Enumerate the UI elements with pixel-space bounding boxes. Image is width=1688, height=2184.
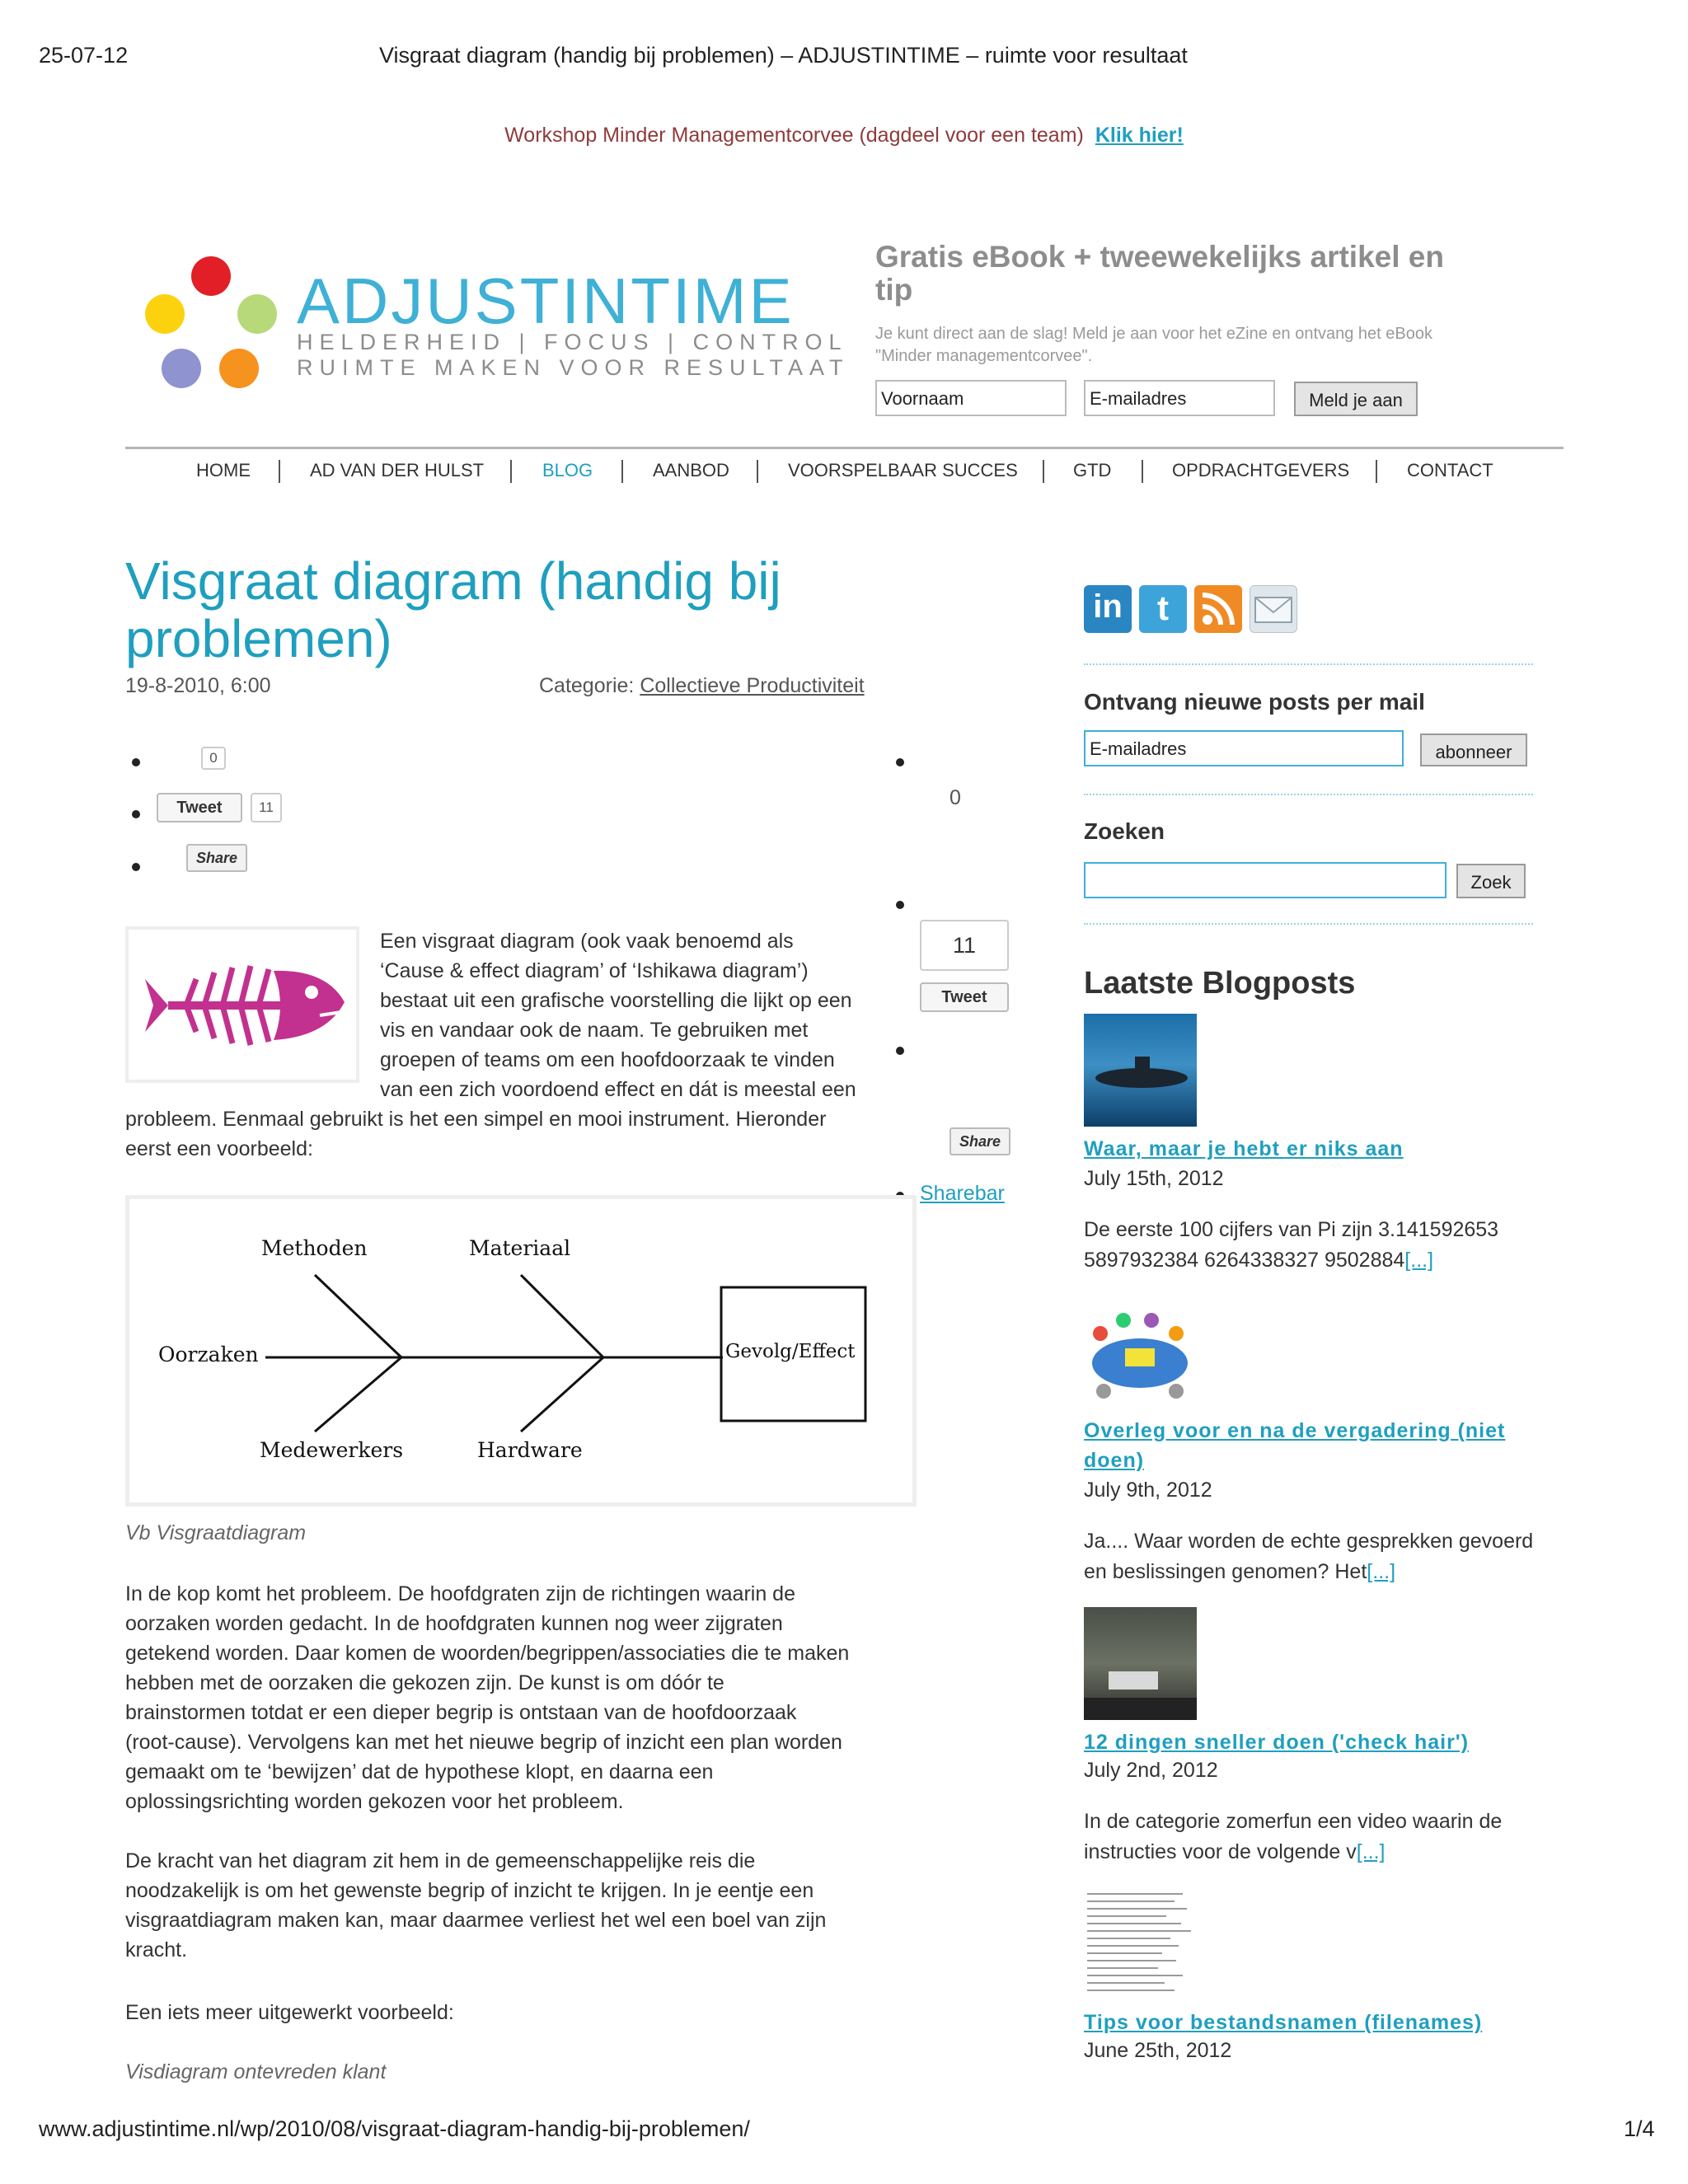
text-line: groepen of teams om een hoofdoorzaak te vinden [380, 1048, 835, 1071]
list-bullet [132, 810, 140, 818]
paragraph-2 [125, 1579, 908, 1816]
text-line: In de kop komt het probleem. De hoofdgraten zijn de richtingen waarin de [125, 1582, 795, 1605]
category-link[interactable]: Collectieve Productiviteit [640, 674, 865, 697]
rss-icon[interactable] [1194, 585, 1242, 633]
text-line: oplossingsrichting worden gekozen voor het probleem. [125, 1790, 624, 1813]
bone-label-materiaal: Materiaal [469, 1236, 571, 1260]
text-line: probleem. Eenmaal gebruikt is het een simpel en mooi instrument. Hieronder [125, 1108, 827, 1131]
sharebar-link[interactable]: Sharebar [920, 1182, 1005, 1205]
latest-posts-heading: Laatste Blogposts [1084, 966, 1356, 1001]
nav-item-voorspelbaar-succes[interactable]: VOORSPELBAAR SUCCES [788, 460, 1018, 480]
newsletter-text: Je kunt direct aan de slag! Meld je aan voor het eZine en ontvang het eBook "Minder managementcorvee". [875, 325, 1432, 365]
logo-dot-orange [219, 349, 259, 388]
latest-post-excerpt [1084, 1215, 1545, 1276]
sidebar-divider [1084, 794, 1533, 795]
logo-dot-red [191, 256, 231, 296]
tweet-count: 11 [251, 793, 282, 823]
latest-post-date: July 15th, 2012 [1084, 1167, 1224, 1190]
nav-separator [279, 460, 280, 483]
print-page-number: 1/4 [1624, 2116, 1655, 2141]
text-line: vis en vandaar ook de naam. Te gebruiken met [380, 1019, 809, 1042]
logo-brand: ADJUSTINTIME [297, 265, 795, 337]
list-bullet [896, 758, 904, 766]
subscribe-submit-button[interactable]: Meld je aan [1294, 382, 1418, 416]
paragraph-4: Een iets meer uitgewerkt voorbeeld: [125, 2001, 454, 2024]
latest-post-link[interactable]: Overleg voor en na de vergadering (niet doen) [1084, 1419, 1506, 1472]
nav-separator [1142, 460, 1143, 483]
text-line: van een zich voordoend effect en dát is meestal een [380, 1078, 856, 1101]
newsletter-title: Gratis eBook + tweewekelijks artikel en tip [875, 240, 1444, 307]
banner-link[interactable]: Klik hier! [1095, 124, 1184, 147]
cause-label: Oorzaken [158, 1343, 259, 1366]
sharebar-count: 0 [950, 786, 961, 809]
read-more-link[interactable]: [...] [1404, 1249, 1434, 1272]
search-heading: Zoeken [1084, 818, 1165, 844]
text-line: getekend worden. Daar komen de woorden/begrippen/associaties die te maken [125, 1642, 850, 1665]
diagram-caption-2: Visdiagram ontevreden klant [125, 2060, 387, 2083]
post-date: 19-8-2010, 6:00 [125, 674, 271, 697]
nav-item-gtd[interactable]: GTD [1073, 460, 1112, 480]
diagram-caption: Vb Visgraatdiagram [125, 1521, 307, 1544]
fish-icon [129, 930, 356, 1080]
nav-item-ad-van-der-hulst[interactable]: AD VAN DER HULST [310, 460, 485, 480]
share-count-box: 0 [201, 747, 226, 770]
nav-item-blog[interactable]: BLOG [542, 460, 593, 480]
latest-post-link[interactable]: 12 dingen sneller doen ('check hair') [1084, 1731, 1470, 1754]
twitter-icon[interactable]: t [1139, 585, 1187, 633]
text-line: Een visgraat diagram (ook vaak benoemd als [380, 930, 794, 953]
effect-label: Gevolg/Effect [725, 1341, 856, 1362]
text-line: De kracht van het diagram zit hem in de gemeenschappelijke reis die [125, 1849, 756, 1872]
tweet-button[interactable]: Tweet [157, 793, 242, 823]
print-title: Visgraat diagram (handig bij problemen) – ADJUSTINTIME – ruimte voor resultaat [379, 43, 1188, 68]
post-title: Visgraat diagram (handig bij problemen) [125, 551, 781, 668]
post-category [539, 674, 865, 698]
list-bullet [896, 1047, 904, 1055]
text-line: brainstormen totdat er een dieper begrip is ontstaan van de hoofdoorzaak [125, 1701, 797, 1724]
latest-post-date: July 9th, 2012 [1084, 1479, 1212, 1502]
nav-item-home[interactable]: HOME [196, 460, 251, 480]
mail-icon[interactable] [1250, 585, 1297, 633]
list-bullet [896, 901, 904, 909]
logo-tagline-2: RUIMTE MAKEN VOOR RESULTAAT [297, 355, 850, 380]
post-thumbnail[interactable] [1084, 1014, 1197, 1127]
text-line: oorzaken worden gedacht. In de hoofdgraten kunnen nog weer zijgraten [125, 1612, 783, 1635]
sharebar-tweet-count: 11 [920, 920, 1009, 971]
text-line: eerst een voorbeeld: [125, 1137, 313, 1160]
paragraph-3 [125, 1846, 908, 1965]
text-line: (root-cause). Vervolgens kan met het nieuwe begrip of inzicht een plan worden [125, 1731, 842, 1754]
linkedin-icon[interactable]: in [1084, 585, 1132, 633]
latest-post-excerpt [1084, 1526, 1545, 1587]
post-thumbnail[interactable] [1084, 1296, 1197, 1408]
excerpt-text: In de categorie zomerfun een video waarin de instructies voor de volgende v [1084, 1810, 1503, 1863]
logo-dot-green [237, 294, 277, 334]
text-line: hebben met de oorzaken die gekozen zijn. De kunst is om dóór te [125, 1671, 724, 1694]
list-bullet [132, 758, 140, 766]
firstname-field[interactable]: Voornaam [875, 380, 1067, 416]
latest-post-date: June 25th, 2012 [1084, 2039, 1232, 2062]
bone-label-medewerkers: Medewerkers [260, 1438, 404, 1462]
post-thumbnail[interactable] [1084, 1887, 1197, 2000]
latest-post-excerpt [1084, 1807, 1545, 1868]
sidebar-divider [1084, 923, 1533, 925]
subscribe-email-input[interactable]: E-mailadres [1084, 730, 1404, 766]
nav-separator [757, 460, 758, 483]
nav-separator [1376, 460, 1377, 483]
read-more-link[interactable]: [...] [1367, 1560, 1396, 1583]
banner-text: Workshop Minder Managementcorvee (dagdeel voor een team) [504, 124, 1084, 147]
logo-dot-yellow [145, 294, 185, 334]
post-thumbnail[interactable] [1084, 1607, 1197, 1720]
latest-post-link[interactable]: Tips voor bestandsnamen (filenames) [1084, 2011, 1483, 2034]
excerpt-text: Ja.... Waar worden de echte gesprekken gevoerd en beslissingen genomen? Het [1084, 1530, 1534, 1583]
workshop-banner [0, 124, 1688, 148]
category-label: Categorie: [539, 674, 635, 697]
subscribe-button[interactable]: abonneer [1420, 733, 1527, 766]
read-more-link[interactable]: [...] [1356, 1840, 1386, 1863]
text-line: bestaat uit een grafische voorstelling die lijkt op een [380, 989, 852, 1012]
text-line: gemaakt om te ‘bewijzen’ dat de hypothese klopt, en daarna een [125, 1760, 714, 1783]
list-bullet [132, 863, 140, 871]
nav-separator [1043, 460, 1044, 483]
bone-label-methoden: Methoden [261, 1236, 368, 1260]
intro-paragraph-wrapped [380, 926, 891, 1104]
excerpt-text: De eerste 100 cijfers van Pi zijn 3.141592653 5897932384 6264338327 9502884 [1084, 1218, 1499, 1272]
text-line: ‘Cause & effect diagram’ of ‘Ishikawa diagram’) [380, 959, 809, 982]
logo-tagline-1: HELDERHEID | FOCUS | CONTROL [297, 330, 848, 354]
latest-post-link[interactable]: Waar, maar je hebt er niks aan [1084, 1137, 1404, 1160]
bone-label-hardware: Hardware [477, 1438, 583, 1462]
print-date: 25-07-12 [39, 43, 129, 68]
sidebar-divider [1084, 663, 1533, 665]
email-field[interactable]: E-mailadres [1084, 380, 1275, 416]
text-line: kracht. [125, 1938, 188, 1961]
sharebar-tweet-button[interactable]: Tweet [920, 982, 1009, 1012]
nav-separator [621, 460, 623, 483]
nav-divider [125, 447, 1564, 449]
subscribe-heading: Ontvang nieuwe posts per mail [1084, 689, 1425, 715]
text-line: visgraatdiagram maken kan, maar daarmee verliest het wel een boel van zijn [125, 1909, 827, 1932]
main-nav [125, 460, 1564, 485]
nav-separator [510, 460, 512, 483]
nav-item-aanbod[interactable]: AANBOD [653, 460, 729, 480]
search-button[interactable]: Zoek [1456, 864, 1526, 898]
share-button[interactable]: Share [186, 844, 247, 872]
fishbone-image [125, 926, 359, 1083]
intro-paragraph-full [125, 1104, 908, 1164]
fishbone-diagram [125, 1195, 917, 1507]
logo-dot-purple [162, 349, 201, 388]
sharebar-share-button[interactable]: Share [950, 1127, 1010, 1155]
print-url: www.adjustintime.nl/wp/2010/08/visgraat-diagram-handig-bij-problemen/ [39, 2116, 750, 2141]
nav-item-opdrachtgevers[interactable]: OPDRACHTGEVERS [1172, 460, 1350, 480]
nav-item-contact[interactable]: CONTACT [1407, 460, 1493, 480]
search-input[interactable] [1084, 862, 1447, 898]
latest-post-date: July 2nd, 2012 [1084, 1759, 1218, 1782]
text-line: noodzakelijk is om het gewenste begrip of inzicht te krijgen. In je eentje een [125, 1879, 814, 1902]
